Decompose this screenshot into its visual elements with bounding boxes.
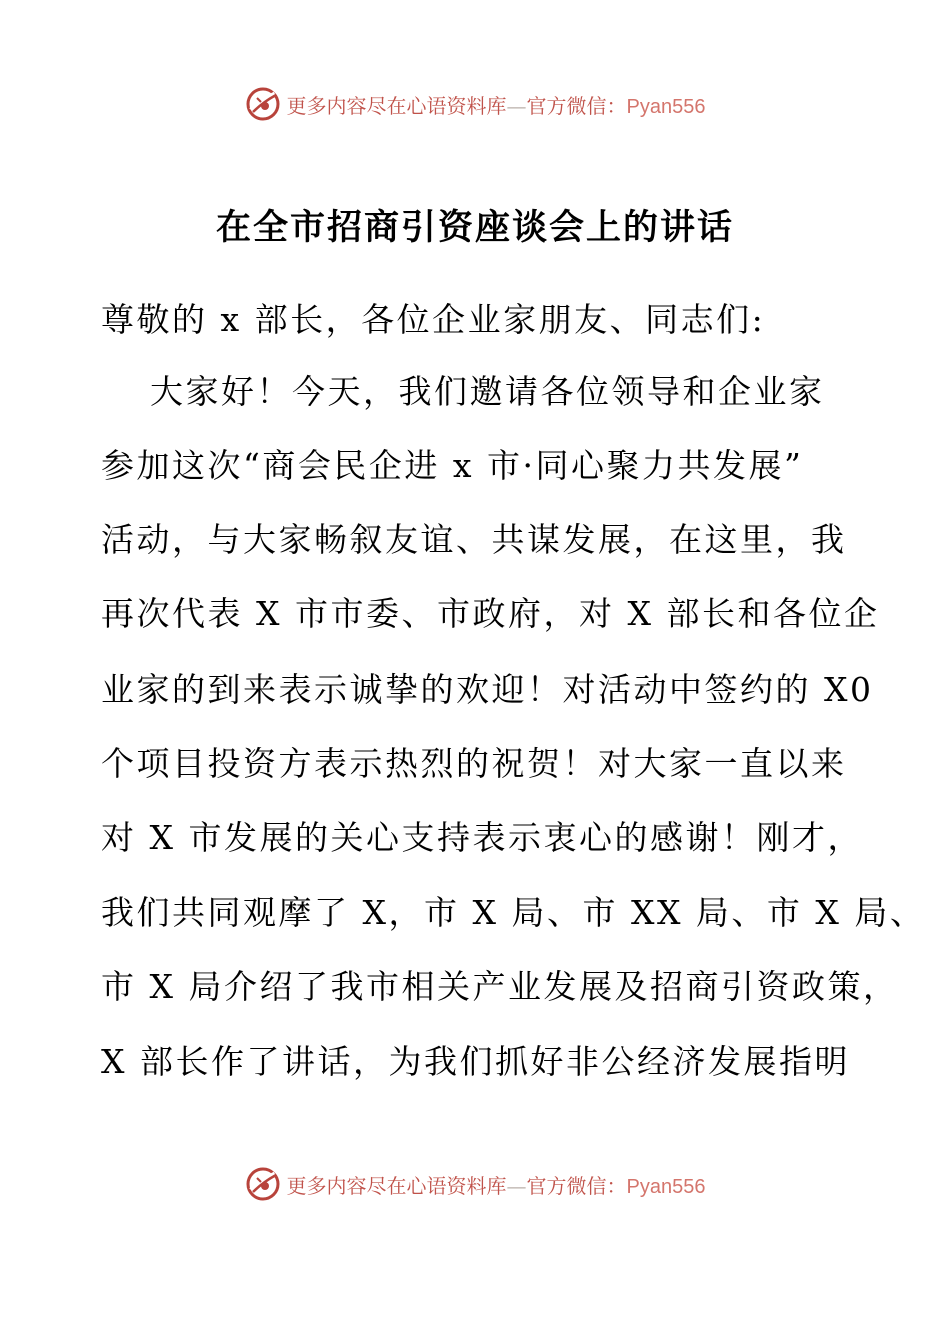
salutation: 尊敬的 x 部长，各位企业家朋友、同志们:: [101, 300, 766, 339]
paragraph-line-1: 大家好！今天，我们邀请各位领导和企业家: [150, 372, 825, 411]
page-title: 在全市招商引资座谈会上的讲话: [215, 208, 734, 248]
paragraph-line-9: 市 X 局介绍了我市相关产业发展及招商引资政策，: [101, 967, 899, 1006]
banner-text: 更多内容尽在心语资料库—官方微信：Pyan556: [286, 1173, 706, 1198]
footer-banner: [0, 1162, 950, 1206]
paragraph-line-10: X 部长作了讲话，为我们抓好非公经济发展指明: [101, 1042, 850, 1081]
banner-content: [245, 86, 706, 122]
banner-content: [245, 1166, 706, 1202]
paragraph-line-6: 个项目投资方表示热烈的祝贺！对大家一直以来: [101, 744, 847, 783]
paragraph-line-7: 对 X 市发展的关心支持表示衷心的感谢！刚才，: [101, 818, 863, 857]
paragraph-line-8: 我们共同观摩了 X，市 X 局、市 XX 局、市 X 局、: [101, 893, 926, 932]
header-banner: [0, 82, 950, 126]
paragraph-line-4: 再次代表 X 市市委、市政府，对 X 部长和各位企: [101, 594, 880, 633]
paragraph-line-3: 活动，与大家畅叙友谊、共谋发展，在这里，我: [101, 520, 847, 559]
paragraph-line-5: 业家的到来表示诚挚的欢迎！对活动中签约的 X0: [101, 670, 874, 709]
logo-icon: [245, 86, 281, 122]
logo-icon: [245, 1166, 281, 1202]
paragraph-line-2: 参加这次“商会民企进 x 市·同心聚力共发展”: [101, 446, 804, 485]
banner-text: 更多内容尽在心语资料库—官方微信：Pyan556: [286, 93, 706, 118]
